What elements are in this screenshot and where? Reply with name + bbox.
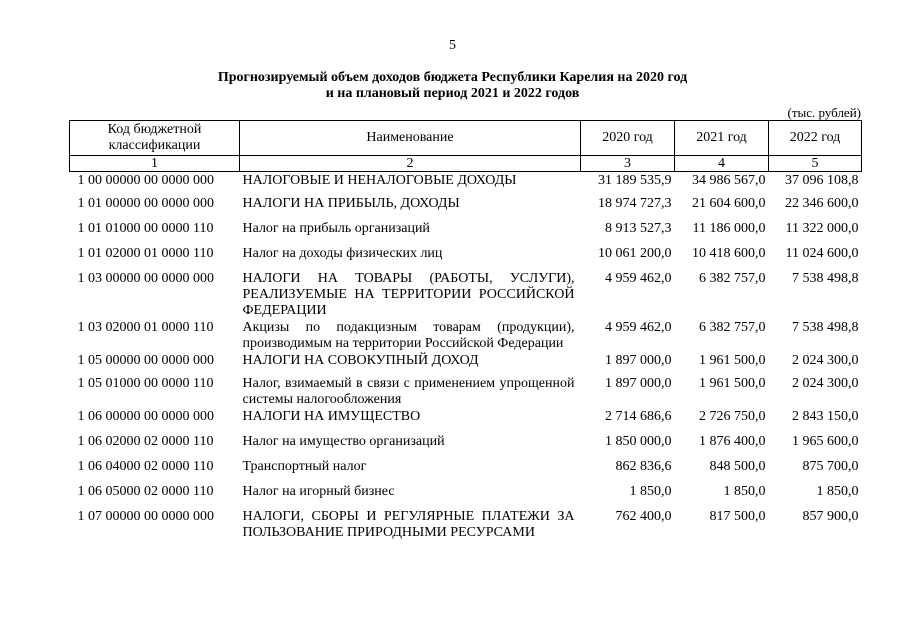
row-value-2020: 4 959 462,0: [605, 320, 672, 335]
header-code: Код бюджетной классификации: [70, 121, 240, 156]
row-value-2020: 862 836,6: [615, 459, 672, 474]
table-row: [70, 262, 862, 319]
row-code: 1 07 00000 00 0000 000: [77, 509, 214, 524]
row-code: 1 01 01000 00 0000 110: [77, 221, 214, 236]
table-header-row: [70, 121, 862, 156]
row-value-2020: 4 959 462,0: [605, 271, 672, 286]
table-row: [70, 237, 862, 262]
row-code: 1 01 02000 01 0000 110: [77, 246, 214, 261]
row-code: 1 06 05000 02 0000 110: [77, 484, 214, 499]
table-row: [70, 212, 862, 237]
header-name: Наименование: [240, 121, 581, 156]
row-name: Налог на имущество организаций: [242, 434, 445, 449]
row-name: НАЛОГОВЫЕ И НЕНАЛОГОВЫЕ ДОХОДЫ: [242, 173, 517, 188]
row-value-2020: 762 400,0: [615, 509, 672, 524]
row-value-2022: 2 024 300,0: [792, 376, 859, 391]
row-value-2020: 1 897 000,0: [605, 353, 672, 368]
table-row: [70, 172, 862, 190]
row-value-2022: 22 346 600,0: [785, 196, 859, 211]
row-value-2021: 1 850,0: [723, 484, 766, 499]
row-value-2022: 2 024 300,0: [792, 353, 859, 368]
row-code: 1 06 02000 02 0000 110: [77, 434, 214, 449]
header-2022: 2022 год: [769, 121, 862, 156]
row-name: Транспортный налог: [242, 459, 367, 474]
row-value-2021: 1 961 500,0: [699, 353, 766, 368]
row-name: НАЛОГИ НА ТОВАРЫ (РАБОТЫ, УСЛУГИ), РЕАЛИЗУЕМЫЕ НА ТЕРРИТОРИИ РОССИЙСКОЙ ФЕДЕРАЦИИ: [242, 271, 575, 318]
row-value-2022: 1 965 600,0: [792, 434, 859, 449]
row-value-2022: 11 322 000,0: [785, 221, 859, 236]
units-note: (тыс. рублей): [787, 105, 861, 120]
row-value-2021: 11 186 000,0: [692, 221, 766, 236]
row-name: НАЛОГИ НА ПРИБЫЛЬ, ДОХОДЫ: [242, 196, 460, 211]
column-number: 2: [240, 156, 581, 172]
row-value-2022: 2 843 150,0: [792, 409, 859, 424]
table-row: [70, 408, 862, 425]
row-value-2022: 857 900,0: [802, 509, 859, 524]
row-value-2020: 18 974 727,3: [598, 196, 672, 211]
row-value-2021: 817 500,0: [709, 509, 766, 524]
row-value-2021: 34 986 567,0: [692, 173, 766, 188]
row-name: НАЛОГИ НА СОВОКУПНЫЙ ДОХОД: [242, 353, 479, 368]
row-value-2020: 31 189 535,9: [598, 173, 672, 188]
row-value-2021: 2 726 750,0: [699, 409, 766, 424]
budget-table: [69, 120, 862, 541]
row-name: Налог, взимаемый в связи с применением упрощенной системы налогообложения: [242, 376, 575, 407]
row-value-2021: 6 382 757,0: [699, 320, 766, 335]
row-code: 1 06 04000 02 0000 110: [77, 459, 214, 474]
row-value-2021: 848 500,0: [709, 459, 766, 474]
row-value-2020: 1 850,0: [629, 484, 672, 499]
row-name: Налог на прибыль организаций: [242, 221, 430, 236]
row-value-2020: 10 061 200,0: [598, 246, 672, 261]
column-number: 3: [581, 156, 675, 172]
column-number: 1: [70, 156, 240, 172]
row-name: Акцизы по подакцизным товарам (продукции), производимым на территории Российской Федерации: [242, 320, 575, 351]
row-value-2022: 7 538 498,8: [792, 271, 859, 286]
column-number: 4: [675, 156, 769, 172]
row-name: Налог на доходы физических лиц: [242, 246, 443, 261]
row-value-2022: 11 024 600,0: [785, 246, 859, 261]
table-row: [70, 319, 862, 352]
row-name: НАЛОГИ, СБОРЫ И РЕГУЛЯРНЫЕ ПЛАТЕЖИ ЗА ПОЛЬЗОВАНИЕ ПРИРОДНЫМИ РЕСУРСАМИ: [242, 509, 575, 540]
page-number: 5: [449, 38, 456, 53]
row-code: 1 03 02000 01 0000 110: [77, 320, 214, 335]
row-value-2021: 1 876 400,0: [699, 434, 766, 449]
row-value-2022: 7 538 498,8: [792, 320, 859, 335]
row-value-2021: 1 961 500,0: [699, 376, 766, 391]
row-value-2020: 1 897 000,0: [605, 376, 672, 391]
table-row: [70, 450, 862, 475]
header-2020: 2020 год: [581, 121, 675, 156]
table-row: [70, 425, 862, 450]
column-number: 5: [769, 156, 862, 172]
row-name: Налог на игорный бизнес: [242, 484, 395, 499]
title-line-2: и на плановый период 2021 и 2022 годов: [325, 86, 580, 101]
table-row: [70, 369, 862, 408]
row-name: НАЛОГИ НА ИМУЩЕСТВО: [242, 409, 421, 424]
row-code: 1 03 00000 00 0000 000: [77, 271, 214, 286]
row-code: 1 01 00000 00 0000 000: [77, 196, 214, 211]
page-title: [0, 70, 905, 102]
table-row: [70, 189, 862, 212]
table-row: [70, 475, 862, 500]
row-code: 1 05 01000 00 0000 110: [77, 376, 214, 391]
row-value-2022: 875 700,0: [802, 459, 859, 474]
row-value-2022: 37 096 108,8: [785, 173, 859, 188]
row-code: 1 06 00000 00 0000 000: [77, 409, 214, 424]
row-value-2021: 6 382 757,0: [699, 271, 766, 286]
title-line-1: Прогнозируемый объем доходов бюджета Республики Карелия на 2020 год: [217, 70, 688, 85]
row-value-2021: 21 604 600,0: [692, 196, 766, 211]
column-number-row: [70, 156, 862, 172]
table-row: [70, 352, 862, 369]
row-code: 1 00 00000 00 0000 000: [77, 173, 214, 188]
row-value-2020: 1 850 000,0: [605, 434, 672, 449]
row-value-2020: 2 714 686,6: [605, 409, 672, 424]
row-value-2022: 1 850,0: [816, 484, 859, 499]
row-code: 1 05 00000 00 0000 000: [77, 353, 214, 368]
row-value-2020: 8 913 527,3: [605, 221, 672, 236]
row-value-2021: 10 418 600,0: [692, 246, 766, 261]
header-2021: 2021 год: [675, 121, 769, 156]
table-row: [70, 500, 862, 541]
